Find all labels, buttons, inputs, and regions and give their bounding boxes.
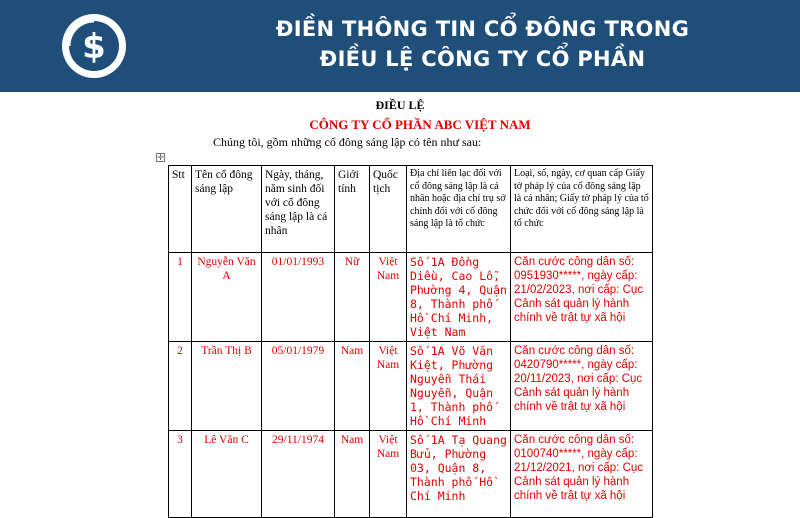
cell-dob: 05/01/1979 bbox=[262, 342, 335, 431]
header-nationality: Quốc tịch bbox=[370, 166, 407, 253]
cell-legal-paper: Căn cước công dân số: 0420790*****, ngày cấp: 20/11/2023, nơi cấp: Cục Cảnh sát quản lý hành chính về trật tự xã hội bbox=[511, 342, 653, 431]
table-row bbox=[169, 253, 653, 342]
cell-nationality: Việt Nam bbox=[370, 342, 407, 431]
cell-dob: 29/11/1974 bbox=[262, 431, 335, 518]
cell-dob: 01/01/1993 bbox=[262, 253, 335, 342]
table-row bbox=[169, 342, 653, 431]
cell-name: Trần Thị B bbox=[192, 342, 262, 431]
table-header-row bbox=[169, 166, 653, 253]
cell-stt: 2 bbox=[169, 342, 192, 431]
banner-title bbox=[200, 14, 765, 74]
cell-gender: Nam bbox=[335, 431, 370, 518]
document-title: ĐIỀU LỆ bbox=[375, 98, 425, 112]
header-dob: Ngày, tháng, năm sinh đối với cổ đông sáng lập là cá nhân bbox=[262, 166, 335, 253]
banner-title-line-2: ĐIỀU LỆ CÔNG TY CỔ PHẦN bbox=[319, 47, 646, 71]
document-page bbox=[0, 92, 800, 503]
header-stt: Stt bbox=[169, 166, 192, 253]
cell-stt: 1 bbox=[169, 253, 192, 342]
shareholder-table bbox=[168, 165, 653, 518]
cell-legal-paper: Căn cước công dân số: 0100740*****, ngày cấp: 21/12/2021, nơi cấp: Cục Cảnh sát quản lý hành chính về trật tự xã hội bbox=[511, 431, 653, 518]
dollar-coin-logo-icon bbox=[60, 12, 128, 80]
cell-address: Số 1A Võ Văn Kiệt, Phường Nguyễn Thái Nguyễn, Quận 1, Thành phố Hồ Chí Minh bbox=[407, 342, 511, 431]
header-gender: Giới tính bbox=[335, 166, 370, 253]
table-row bbox=[169, 431, 653, 518]
header-banner bbox=[0, 0, 800, 92]
cell-name: Nguyễn Văn A bbox=[192, 253, 262, 342]
cell-nationality: Việt Nam bbox=[370, 431, 407, 518]
move-handle-icon[interactable]: ✛ bbox=[157, 153, 164, 162]
banner-title-line-1: ĐIỀN THÔNG TIN CỔ ĐÔNG TRONG bbox=[275, 17, 690, 41]
company-name: CÔNG TY CỔ PHẦN ABC VIỆT NAM bbox=[309, 117, 531, 132]
cell-gender: Nữ bbox=[335, 253, 370, 342]
cell-address: Số 1A Tạ Quang Bửu, Phường 03, Quận 8, Thành phố Hồ Chí Minh bbox=[407, 431, 511, 518]
cell-gender: Nam bbox=[335, 342, 370, 431]
cell-legal-paper: Căn cước công dân số: 0951930*****, ngày cấp: 21/02/2023, nơi cấp: Cục Cảnh sát quản lý hành chính về trật tự xã hội bbox=[511, 253, 653, 342]
cell-stt: 3 bbox=[169, 431, 192, 518]
cell-nationality: Việt Nam bbox=[370, 253, 407, 342]
header-legal-paper: Loại, số, ngày, cơ quan cấp Giấy tờ pháp lý của cổ đông sáng lập là cá nhân; Giấy tờ pháp lý của tổ chức đối với cổ đông sáng lập là tổ chức bbox=[511, 166, 653, 253]
header-name: Tên cổ đông sáng lập bbox=[192, 166, 262, 253]
intro-text: Chúng tôi, gồm những cổ đông sáng lập có tên như sau: bbox=[213, 135, 482, 149]
header-address: Địa chỉ liên lạc đối với cổ đông sáng lập là cá nhân hoặc địa chỉ trụ sở chính đối với cổ đông sáng lập là tổ chức bbox=[407, 166, 511, 253]
svg-text:$: $ bbox=[82, 27, 106, 67]
cell-address: Số 1A Đồng Diều, Cao Lỗ, Phường 4, Quận 8, Thành phố Hồ Chí Minh, Việt Nam bbox=[407, 253, 511, 342]
cell-name: Lê Văn C bbox=[192, 431, 262, 518]
